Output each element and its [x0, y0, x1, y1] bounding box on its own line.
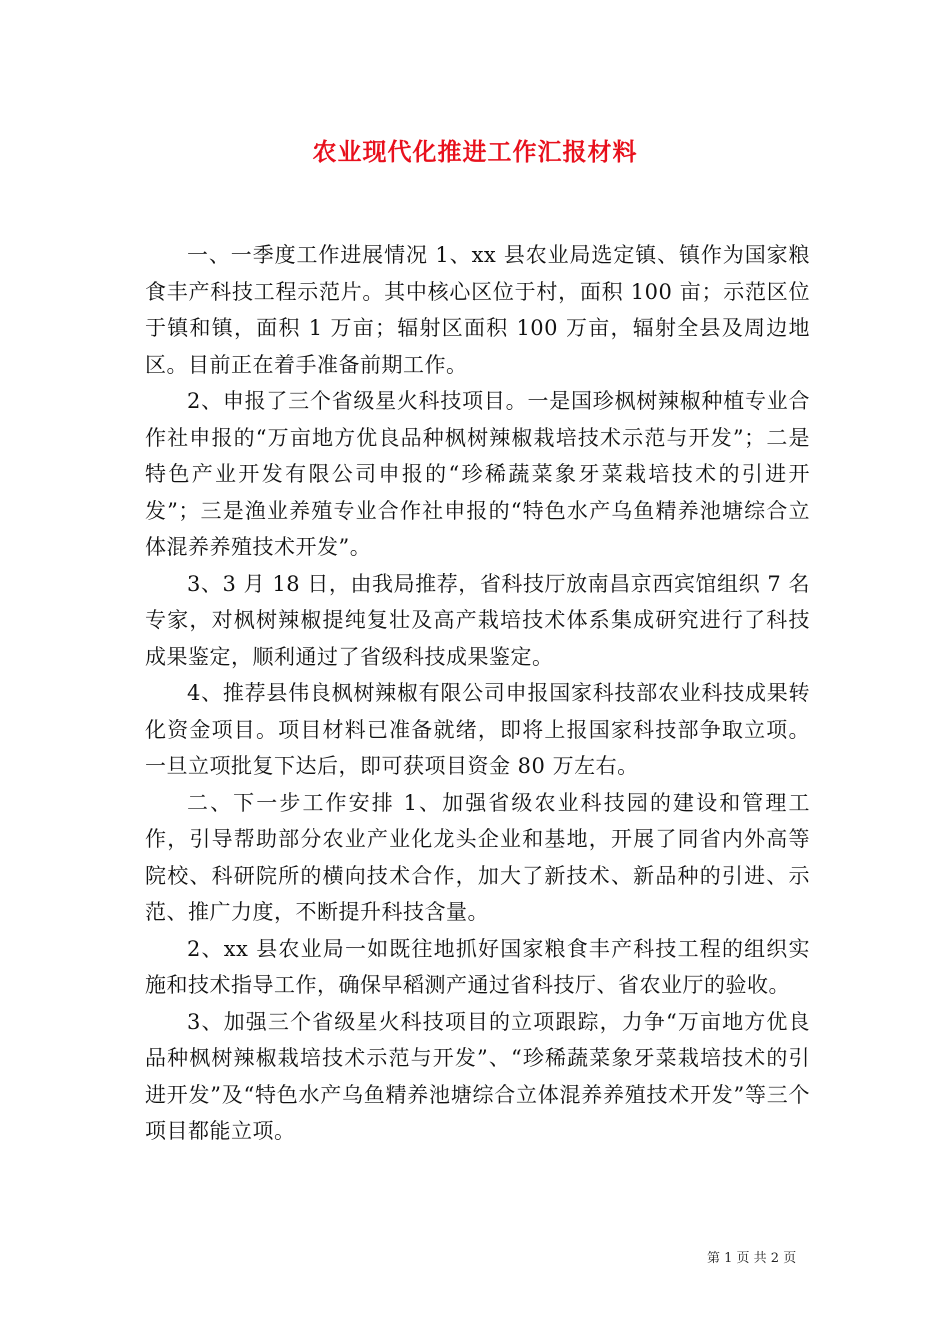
page-number: 第 1 页 共 2 页 — [707, 1251, 797, 1266]
document-body — [145, 237, 810, 1150]
paragraph-6: 2、xx 县农业局一如既往地抓好国家粮食丰产科技工程的组织实施和技术指导工作，确保早稻测产通过省科技厅、省农业厅的验收。 — [145, 936, 810, 997]
paragraph-3: 3、3 月 18 日，由我局推荐，省科技厅放南昌京西宾馆组织 7 名专家，对枫树辣椒提纯复壮及高产栽培技术体系集成研究进行了科技成果鉴定，顺利通过了省级科技成果鉴定。 — [145, 571, 810, 669]
paragraph-5: 二、下一步工作安排 1、加强省级农业科技园的建设和管理工作，引导帮助部分农业产业化龙头企业和基地，开展了同省内外高等院校、科研院所的横向技术合作，加大了新技术、新品种的引进、示范、推广力度，不断提升科技含量。 — [145, 790, 810, 924]
paragraph-1: 一、一季度工作进展情况 1、xx 县农业局选定镇、镇作为国家粮食丰产科技工程示范片。其中核心区位于村，面积 100 亩；示范区位于镇和镇，面积 1 万亩；辐射区面积 100 万亩，辐射全县及周边地区。目前正在着手准备前期工作。 — [145, 243, 810, 377]
paragraph-2: 2、申报了三个省级星火科技项目。一是国珍枫树辣椒种植专业合作社申报的“万亩地方优良品种枫树辣椒栽培技术示范与开发”；二是特色产业开发有限公司申报的“珍稀蔬菜象牙菜栽培技术的引进开发”；三是渔业养殖专业合作社申报的“特色水产乌鱼精养池塘综合立体混养养殖技术开发”。 — [145, 389, 810, 559]
document-title: 农业现代化推进工作汇报材料 — [312, 137, 638, 166]
paragraph-4: 4、推荐县伟良枫树辣椒有限公司申报国家科技部农业科技成果转化资金项目。项目材料已准备就绪，即将上报国家科技部争取立项。一旦立项批复下达后，即可获项目资金 80 万左右。 — [145, 681, 810, 778]
paragraph-7: 3、加强三个省级星火科技项目的立项跟踪，力争“万亩地方优良品种枫树辣椒栽培技术示范与开发”、“珍稀蔬菜象牙菜栽培技术的引进开发”及“特色水产乌鱼精养池塘综合立体混养养殖技术开发”等三个项目都能立项。 — [145, 1009, 810, 1143]
